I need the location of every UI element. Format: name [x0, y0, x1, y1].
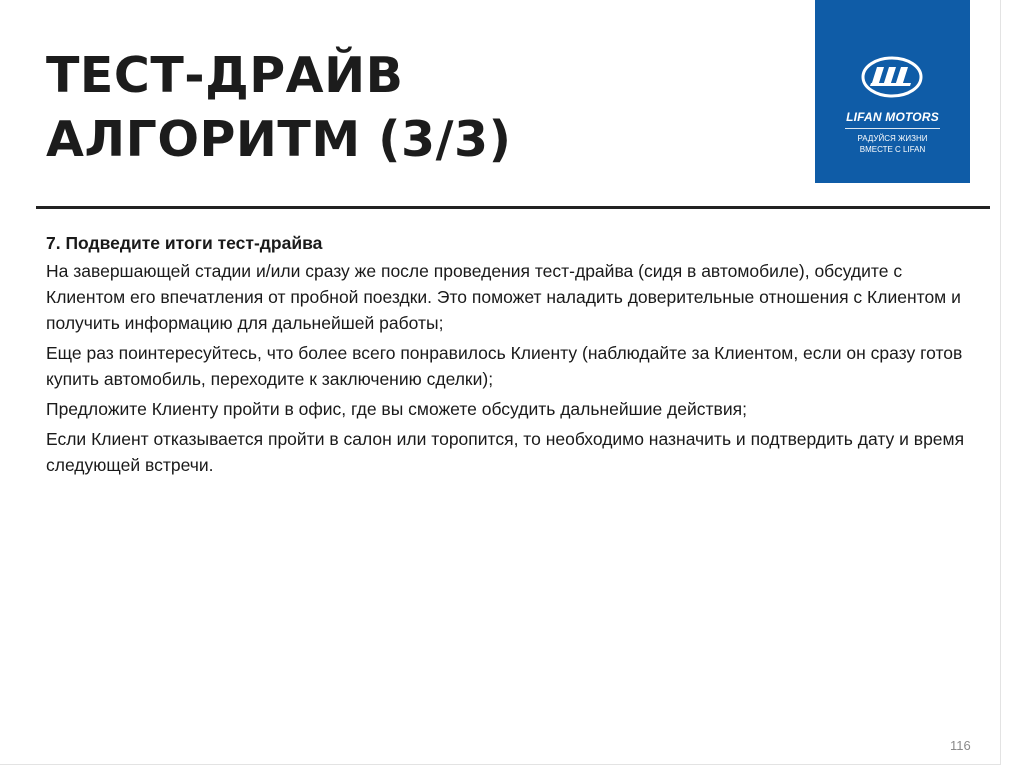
body-paragraph-1: На завершающей стадии и/или сразу же после проведения тест-драйва (сидя в автомобиле), обсудите с Клиентом его впечатления от пробной поездки. Это поможет наладить доверительные отношения с Клиентом и получить информацию для дальнейшей работы;	[46, 261, 961, 333]
logo-brand-name: LIFAN MOTORS	[846, 110, 939, 124]
title-divider	[36, 206, 990, 209]
body-paragraph-3: Предложите Клиенту пройти в офис, где вы сможете обсудить дальнейшие действия;	[46, 399, 747, 419]
logo-divider	[845, 128, 940, 129]
section-heading: 7. Подведите итоги тест-драйва	[46, 233, 323, 253]
lifan-logo	[815, 0, 970, 183]
page-number: 116	[950, 738, 971, 753]
body-paragraph-4: Если Клиент отказывается пройти в салон или торопится, то необходимо назначить и подтвердить дату и время следующей встречи.	[46, 429, 965, 475]
slide-title-line-2: АЛГОРИТМ (3/3)	[46, 111, 512, 168]
lifan-emblem-icon	[861, 56, 923, 98]
logo-tagline-line-2: ВМЕСТЕ С LIFAN	[859, 145, 926, 154]
body-paragraph-2: Еще раз поинтересуйтесь, что более всего понравилось Клиенту (наблюдайте за Клиентом, если он сразу готов купить автомобиль, переходите к заключению сделки);	[46, 343, 963, 389]
logo-tagline-line-1: РАДУЙСЯ ЖИЗНИ	[857, 134, 928, 143]
slide-body	[46, 230, 976, 482]
logo-tagline	[815, 133, 970, 155]
slide-title-line-1: ТЕСТ-ДРАЙВ	[46, 47, 404, 104]
slide-title	[46, 44, 766, 172]
